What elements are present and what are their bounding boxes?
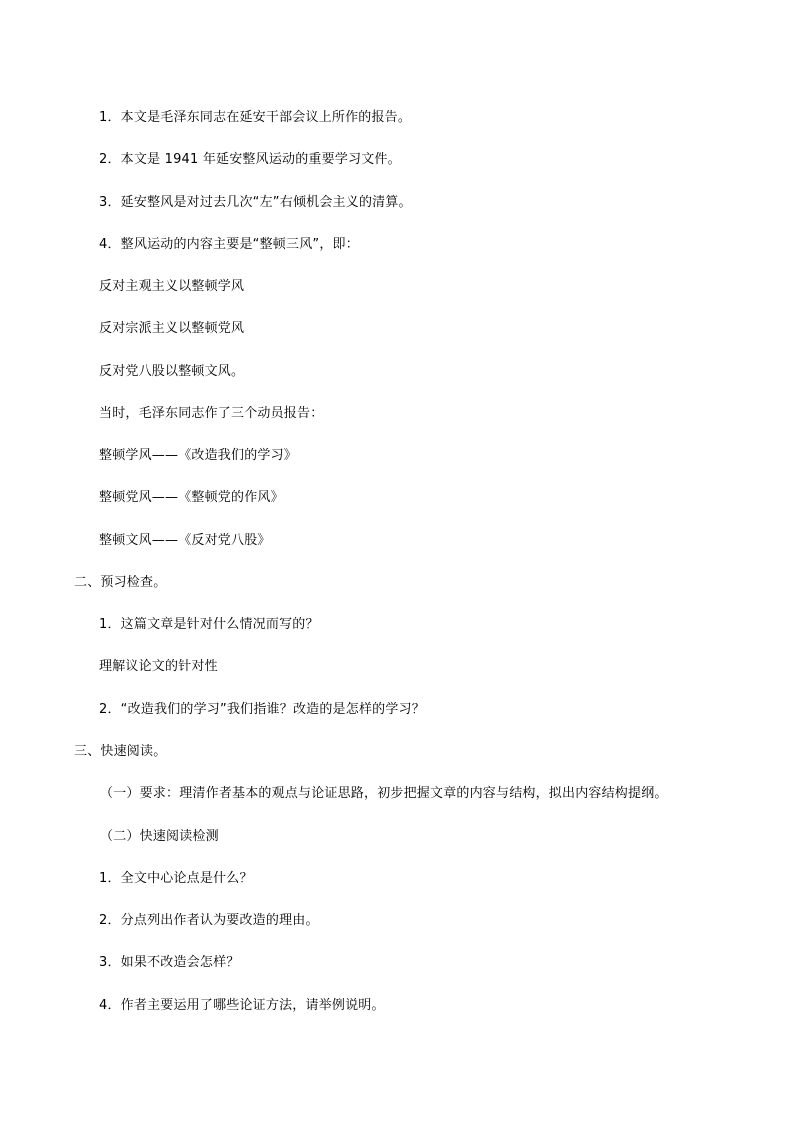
text-line-20: 2．分点列出作者认为要改造的理由。 <box>99 913 319 928</box>
text-line-15: 2．“改造我们的学习”我们指谁？改造的是怎样的学习？ <box>99 702 425 717</box>
section-heading-3: 三、快速阅读。 <box>74 744 167 759</box>
text-line-3: 3．延安整风是对过去几次“左”右倾机会主义的清算。 <box>99 195 412 210</box>
text-line-11: 整顿文风——《反对党八股》 <box>99 533 271 548</box>
text-line-13: 1．这篇文章是针对什么情况而写的？ <box>99 617 319 632</box>
text-line-6: 反对宗派主义以整顿党风 <box>99 321 245 336</box>
text-line-18: （二）快速阅读检测 <box>100 829 219 844</box>
text-line-10: 整顿党风——《整顿党的作风》 <box>99 490 284 505</box>
text-line-17: （一）要求：理清作者基本的观点与论证思路，初步把握文章的内容与结构，拟出内容结构提纲。 <box>100 786 668 801</box>
text-line-7: 反对党八股以整顿文风。 <box>99 364 245 379</box>
section-heading-2: 二、预习检查。 <box>74 575 167 590</box>
text-line-19: 1．全文中心论点是什么？ <box>99 871 253 886</box>
text-line-2: 2．本文是 1941 年延安整风运动的重要学习文件。 <box>99 152 401 167</box>
text-line-21: 3．如果不改造会怎样？ <box>99 955 240 970</box>
text-line-4: 4．整风运动的内容主要是“整顿三风”，即： <box>99 237 359 252</box>
text-line-14: 理解议论文的针对性 <box>99 659 218 674</box>
text-line-22: 4．作者主要运用了哪些论证方法，请举例说明。 <box>99 998 385 1013</box>
text-line-9: 整顿学风——《改造我们的学习》 <box>99 448 298 463</box>
text-line-5: 反对主观主义以整顿学风 <box>99 279 245 294</box>
text-line-1: 1．本文是毛泽东同志在延安干部会议上所作的报告。 <box>99 110 412 125</box>
text-line-8: 当时，毛泽东同志作了三个动员报告： <box>99 406 324 421</box>
